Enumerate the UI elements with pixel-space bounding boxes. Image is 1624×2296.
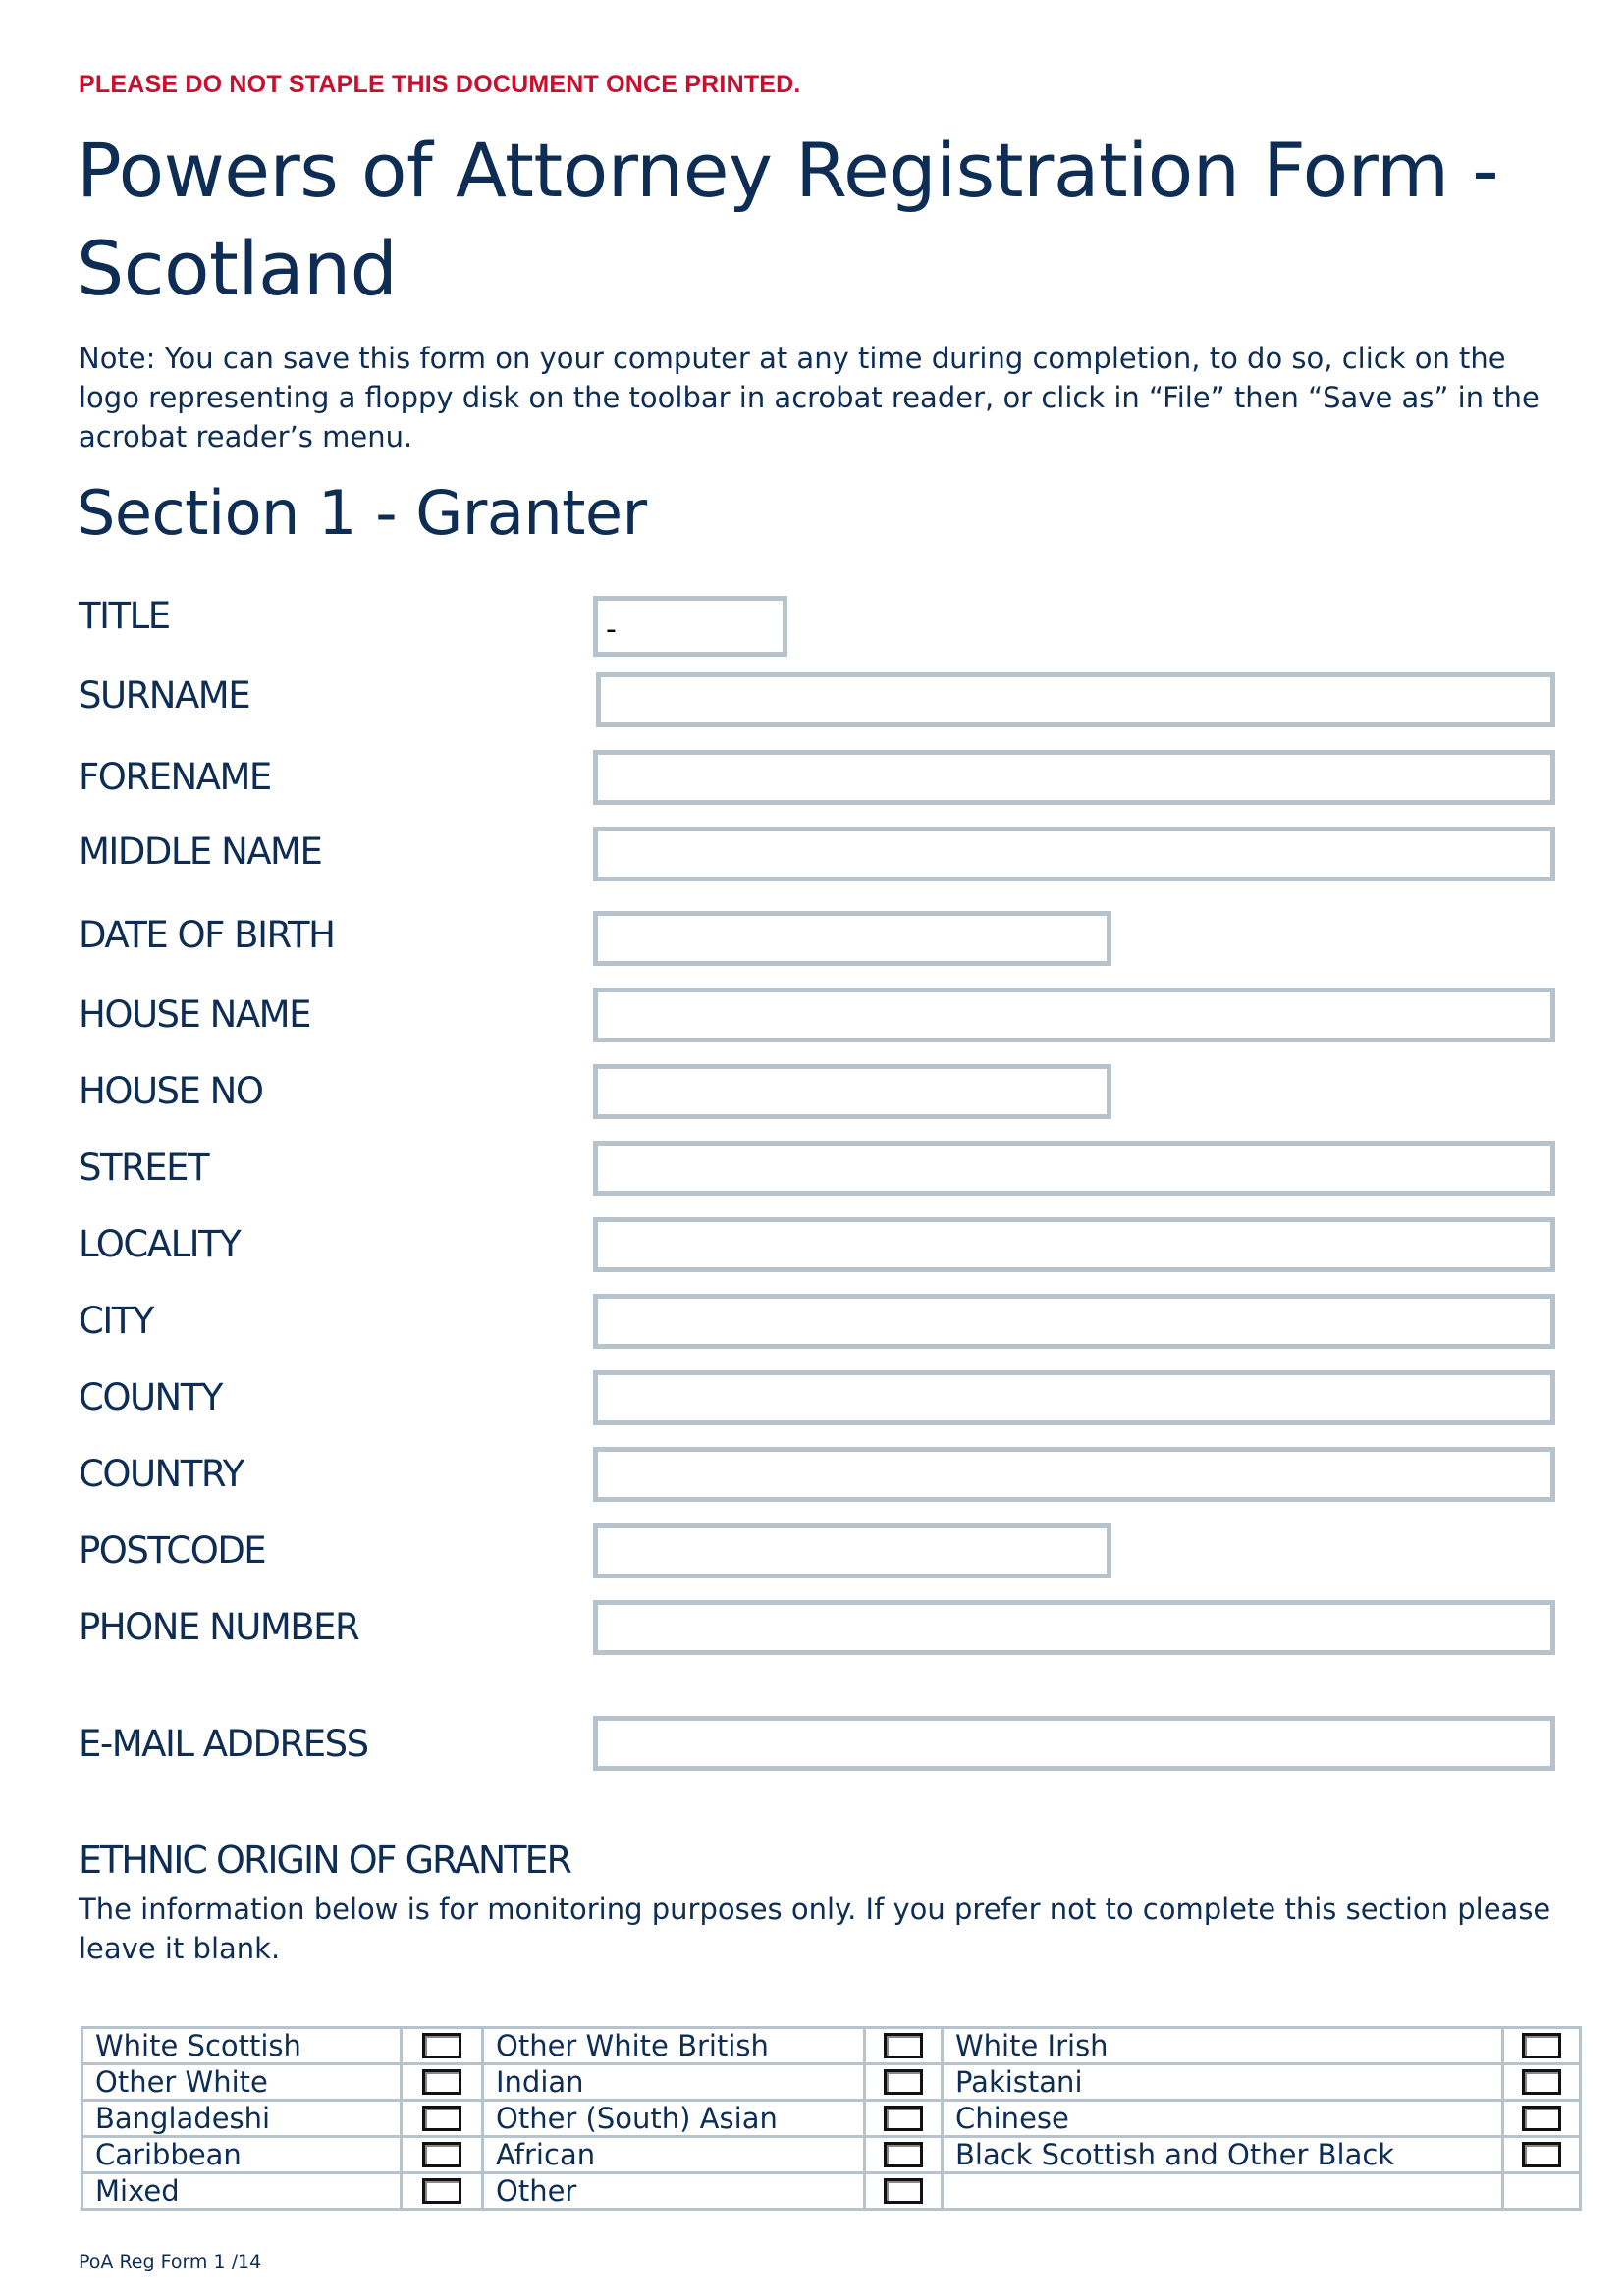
table-row xyxy=(82,2137,1581,2173)
city-field[interactable] xyxy=(593,1294,1555,1349)
date-of-birth-label: DATE OF BIRTH xyxy=(79,914,335,956)
email-address-label: E-MAIL ADDRESS xyxy=(79,1723,368,1765)
city-label: CITY xyxy=(79,1300,153,1342)
option-label: White Irish xyxy=(943,2028,1503,2064)
country-field[interactable] xyxy=(593,1447,1555,1502)
option-label: Other (South) Asian xyxy=(483,2101,865,2137)
checkbox-indian[interactable] xyxy=(884,2069,923,2095)
table-row xyxy=(82,2173,1581,2210)
checkbox-other[interactable] xyxy=(884,2178,923,2204)
checkbox-chinese[interactable] xyxy=(1522,2106,1561,2131)
option-label: Black Scottish and Other Black xyxy=(943,2137,1503,2173)
middle-name-field[interactable] xyxy=(593,827,1555,881)
option-label: White Scottish xyxy=(82,2028,402,2064)
option-label: Chinese xyxy=(943,2101,1503,2137)
section-title: Section 1 - Granter xyxy=(77,477,647,549)
house-no-input[interactable] xyxy=(598,1069,1107,1114)
phone-number-label: PHONE NUMBER xyxy=(79,1606,359,1648)
title-label: TITLE xyxy=(79,595,170,637)
country-input[interactable] xyxy=(598,1452,1550,1497)
checkbox-other-white-british[interactable] xyxy=(884,2033,923,2058)
page-title: Powers of Attorney Registration Form - Scotland xyxy=(77,127,1499,312)
email-address-field[interactable] xyxy=(593,1716,1555,1771)
save-note: Note: You can save this form on your computer at any time during completion, to do so, click on the logo representing a floppy disk on the toolbar in acrobat reader, or click in “File” then “Save as” in the acrobat reader’s menu. xyxy=(79,342,1540,454)
forename-field[interactable] xyxy=(593,750,1555,805)
locality-input[interactable] xyxy=(598,1222,1550,1267)
email-address-input[interactable] xyxy=(598,1721,1550,1766)
table-row xyxy=(82,2101,1581,2137)
option-label: African xyxy=(483,2137,865,2173)
county-field[interactable] xyxy=(593,1370,1555,1425)
checkbox-bangladeshi[interactable] xyxy=(422,2106,461,2131)
option-label xyxy=(943,2173,1503,2210)
checkbox-african[interactable] xyxy=(884,2142,923,2167)
option-label: Mixed xyxy=(82,2173,402,2210)
option-label: Other White British xyxy=(483,2028,865,2064)
date-of-birth-field[interactable] xyxy=(593,911,1111,966)
middle-name-input[interactable] xyxy=(598,831,1550,877)
forename-label: FORENAME xyxy=(79,756,271,798)
country-label: COUNTRY xyxy=(79,1453,244,1495)
checkbox-black-scottish-other-black[interactable] xyxy=(1522,2142,1561,2167)
house-name-field[interactable] xyxy=(593,988,1555,1042)
checkbox-other-south-asian[interactable] xyxy=(884,2106,923,2131)
house-name-label: HOUSE NAME xyxy=(79,993,310,1036)
house-no-field[interactable] xyxy=(593,1064,1111,1119)
page-footer: PoA Reg Form 1 /14 xyxy=(79,2251,262,2272)
phone-number-input[interactable] xyxy=(598,1605,1550,1650)
street-label: STREET xyxy=(79,1147,209,1189)
middle-name-label: MIDDLE NAME xyxy=(79,830,322,873)
option-label: Bangladeshi xyxy=(82,2101,402,2137)
city-input[interactable] xyxy=(598,1299,1550,1344)
option-label: Other xyxy=(483,2173,865,2210)
surname-input[interactable] xyxy=(601,677,1550,722)
checkbox-other-white[interactable] xyxy=(422,2069,461,2095)
ethnic-origin-table xyxy=(81,2026,1582,2211)
staple-warning: PLEASE DO NOT STAPLE THIS DOCUMENT ONCE PRINTED. xyxy=(79,71,801,98)
postcode-label: POSTCODE xyxy=(79,1529,266,1572)
table-row xyxy=(82,2028,1581,2064)
option-label: Other White xyxy=(82,2064,402,2101)
postcode-field[interactable] xyxy=(593,1523,1111,1578)
house-name-input[interactable] xyxy=(598,992,1550,1038)
checkbox-mixed[interactable] xyxy=(422,2178,461,2204)
county-input[interactable] xyxy=(598,1375,1550,1420)
surname-field[interactable] xyxy=(596,672,1555,727)
checkbox-white-irish[interactable] xyxy=(1522,2033,1561,2058)
postcode-input[interactable] xyxy=(598,1528,1107,1574)
date-of-birth-input[interactable] xyxy=(598,916,1107,961)
county-label: COUNTY xyxy=(79,1376,222,1418)
checkbox-caribbean[interactable] xyxy=(422,2142,461,2167)
forename-input[interactable] xyxy=(598,755,1550,800)
phone-number-field[interactable] xyxy=(593,1600,1555,1655)
checkbox-pakistani[interactable] xyxy=(1522,2069,1561,2095)
surname-label: SURNAME xyxy=(79,674,250,717)
ethnic-origin-note: The information below is for monitoring purposes only. If you prefer not to complete this section please leave it blank. xyxy=(79,1893,1551,1965)
option-label: Indian xyxy=(483,2064,865,2101)
locality-label: LOCALITY xyxy=(79,1223,241,1265)
street-field[interactable] xyxy=(593,1141,1555,1196)
ethnic-origin-heading: ETHNIC ORIGIN OF GRANTER xyxy=(79,1839,570,1882)
locality-field[interactable] xyxy=(593,1217,1555,1272)
checkbox-white-scottish[interactable] xyxy=(422,2033,461,2058)
house-no-label: HOUSE NO xyxy=(79,1070,263,1112)
option-label: Caribbean xyxy=(82,2137,402,2173)
option-label: Pakistani xyxy=(943,2064,1503,2101)
table-row xyxy=(82,2064,1581,2101)
title-dropdown[interactable]: - xyxy=(593,596,787,657)
street-input[interactable] xyxy=(598,1146,1550,1191)
